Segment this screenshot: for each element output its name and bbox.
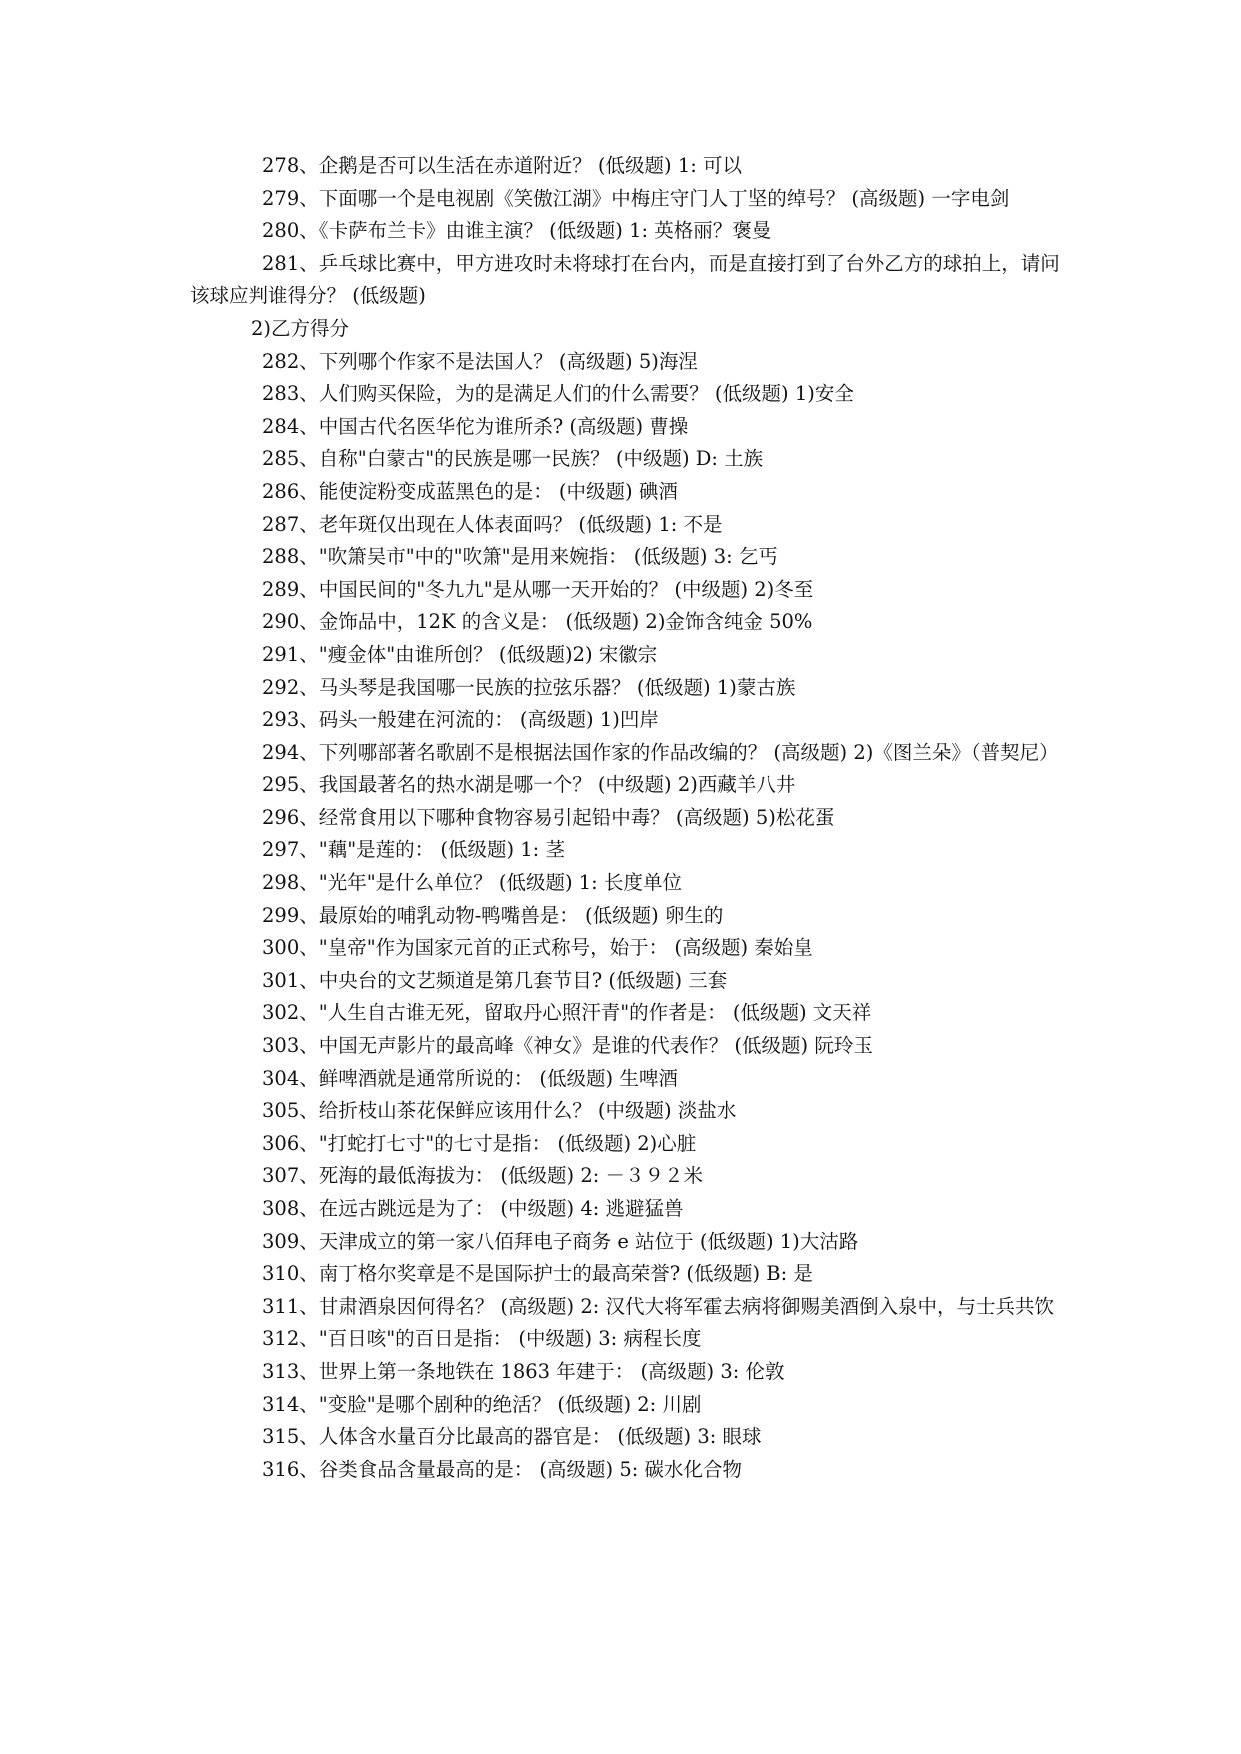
question-279: 279、下面哪一个是电视剧《笑傲江湖》中梅庄守门人丁坚的绰号？ (高级题) 一字电剑 xyxy=(262,186,1010,210)
question-295: 295、我国最著名的热水湖是哪一个？ (中级题) 2)西藏羊八井 xyxy=(262,773,796,797)
question-315: 315、人体含水量百分比最高的器官是： (低级题) 3: 眼球 xyxy=(262,1425,762,1449)
question-314: 314、"变脸"是哪个剧种的绝活？ (低级题) 2: 川剧 xyxy=(262,1392,702,1416)
answer-281: 2)乙方得分 xyxy=(251,316,350,340)
question-310: 310、南丁格尔奖章是不是国际护士的最高荣誉? (低级题) B: 是 xyxy=(262,1262,813,1286)
question-290: 290、金饰品中，12K 的含义是： (低级题) 2)金饰含纯金 50% xyxy=(262,610,813,634)
question-287: 287、老年斑仅出现在人体表面吗？ (低级题) 1: 不是 xyxy=(262,512,723,536)
question-280: 280、《卡萨布兰卡》由谁主演？ (低级题) 1: 英格丽？褒曼 xyxy=(262,219,772,243)
question-296: 296、经常食用以下哪种食物容易引起铅中毒？ (高级题) 5)松花蛋 xyxy=(262,805,835,829)
question-292: 292、马头琴是我国哪一民族的拉弦乐器？ (低级题) 1)蒙古族 xyxy=(262,675,796,699)
question-302: 302、"人生自古谁无死，留取丹心照汗青"的作者是： (低级题) 文天祥 xyxy=(262,1001,872,1025)
question-293: 293、码头一般建在河流的： (高级题) 1)凹岸 xyxy=(262,708,659,732)
question-305: 305、给折枝山茶花保鲜应该用什么？ (中级题) 淡盐水 xyxy=(262,1099,737,1123)
question-316: 316、谷类食品含量最高的是： (高级题) 5: 碳水化合物 xyxy=(262,1457,743,1481)
question-297: 297、"藕"是莲的： (低级题) 1: 茎 xyxy=(262,838,565,862)
question-281: 281、乒乓球比赛中，甲方进攻时未将球打在台内，而是直接打到了台外乙方的球拍上，请问该球应判谁得分？ (低级题) xyxy=(190,251,1060,308)
question-303: 303、中国无声影片的最高峰《神女》是谁的代表作？ (低级题) 阮玲玉 xyxy=(262,1034,873,1058)
question-306: 306、"打蛇打七寸"的七寸是指： (低级题) 2)心脏 xyxy=(262,1131,697,1155)
question-311: 311、甘肃酒泉因何得名？ (高级题) 2: 汉代大将军霍去病将御赐美酒倒入泉中，与士兵共饮 xyxy=(262,1294,1055,1318)
question-285: 285、自称"白蒙古"的民族是哪一民族？ (中级题) D: 土族 xyxy=(262,447,764,471)
question-300: 300、"皇帝"作为国家元首的正式称号，始于： (高级题) 秦始皇 xyxy=(262,936,813,960)
question-304: 304、鲜啤酒就是通常所说的： (低级题) 生啤酒 xyxy=(262,1066,678,1090)
question-294: 294、下列哪部著名歌剧不是根据法国作家的作品改编的？ (高级题) 2)《图兰朵》（普契尼） xyxy=(262,740,1059,764)
question-283: 283、人们购买保险，为的是满足人们的什么需要？ (低级题) 1)安全 xyxy=(262,382,854,406)
quiz-question-list xyxy=(190,150,1060,1486)
question-289: 289、中国民间的"冬九九"是从哪一天开始的？ (中级题) 2)冬至 xyxy=(262,577,814,601)
question-308: 308、在远古跳远是为了： (中级题) 4: 逃避猛兽 xyxy=(262,1197,684,1220)
question-288: 288、"吹箫吴市"中的"吹箫"是用来婉指： (低级题) 3: 乞丐 xyxy=(262,545,778,569)
question-313: 313、世界上第一条地铁在 1863 年建于： (高级题) 3: 伦敦 xyxy=(262,1359,785,1383)
question-307: 307、死海的最低海拔为： (低级题) 2: －３９２米 xyxy=(262,1164,704,1188)
question-299: 299、最原始的哺乳动物-鸭嘴兽是： (低级题) 卵生的 xyxy=(262,903,724,927)
question-282: 282、下列哪个作家不是法国人？ (高级题) 5)海涅 xyxy=(262,349,698,373)
question-312: 312、"百日咳"的百日是指： (中级题) 3: 病程长度 xyxy=(262,1327,702,1351)
question-291: 291、"瘦金体"由谁所创？ (低级题)2) 宋徽宗 xyxy=(262,642,658,666)
question-278: 278、企鹅是否可以生活在赤道附近？ (低级题) 1: 可以 xyxy=(262,154,743,177)
question-301: 301、中央台的文艺频道是第几套节目? (低级题) 三套 xyxy=(262,968,728,992)
question-284: 284、中国古代名医华佗为谁所杀? (高级题) 曹操 xyxy=(262,414,689,438)
question-298: 298、"光年"是什么单位？ (低级题) 1: 长度单位 xyxy=(262,871,682,895)
question-309: 309、天津成立的第一家八佰拜电子商务 e 站位于 (低级题) 1)大沽路 xyxy=(262,1229,859,1253)
question-286: 286、能使淀粉变成蓝黑色的是： (中级题) 碘酒 xyxy=(262,479,678,503)
